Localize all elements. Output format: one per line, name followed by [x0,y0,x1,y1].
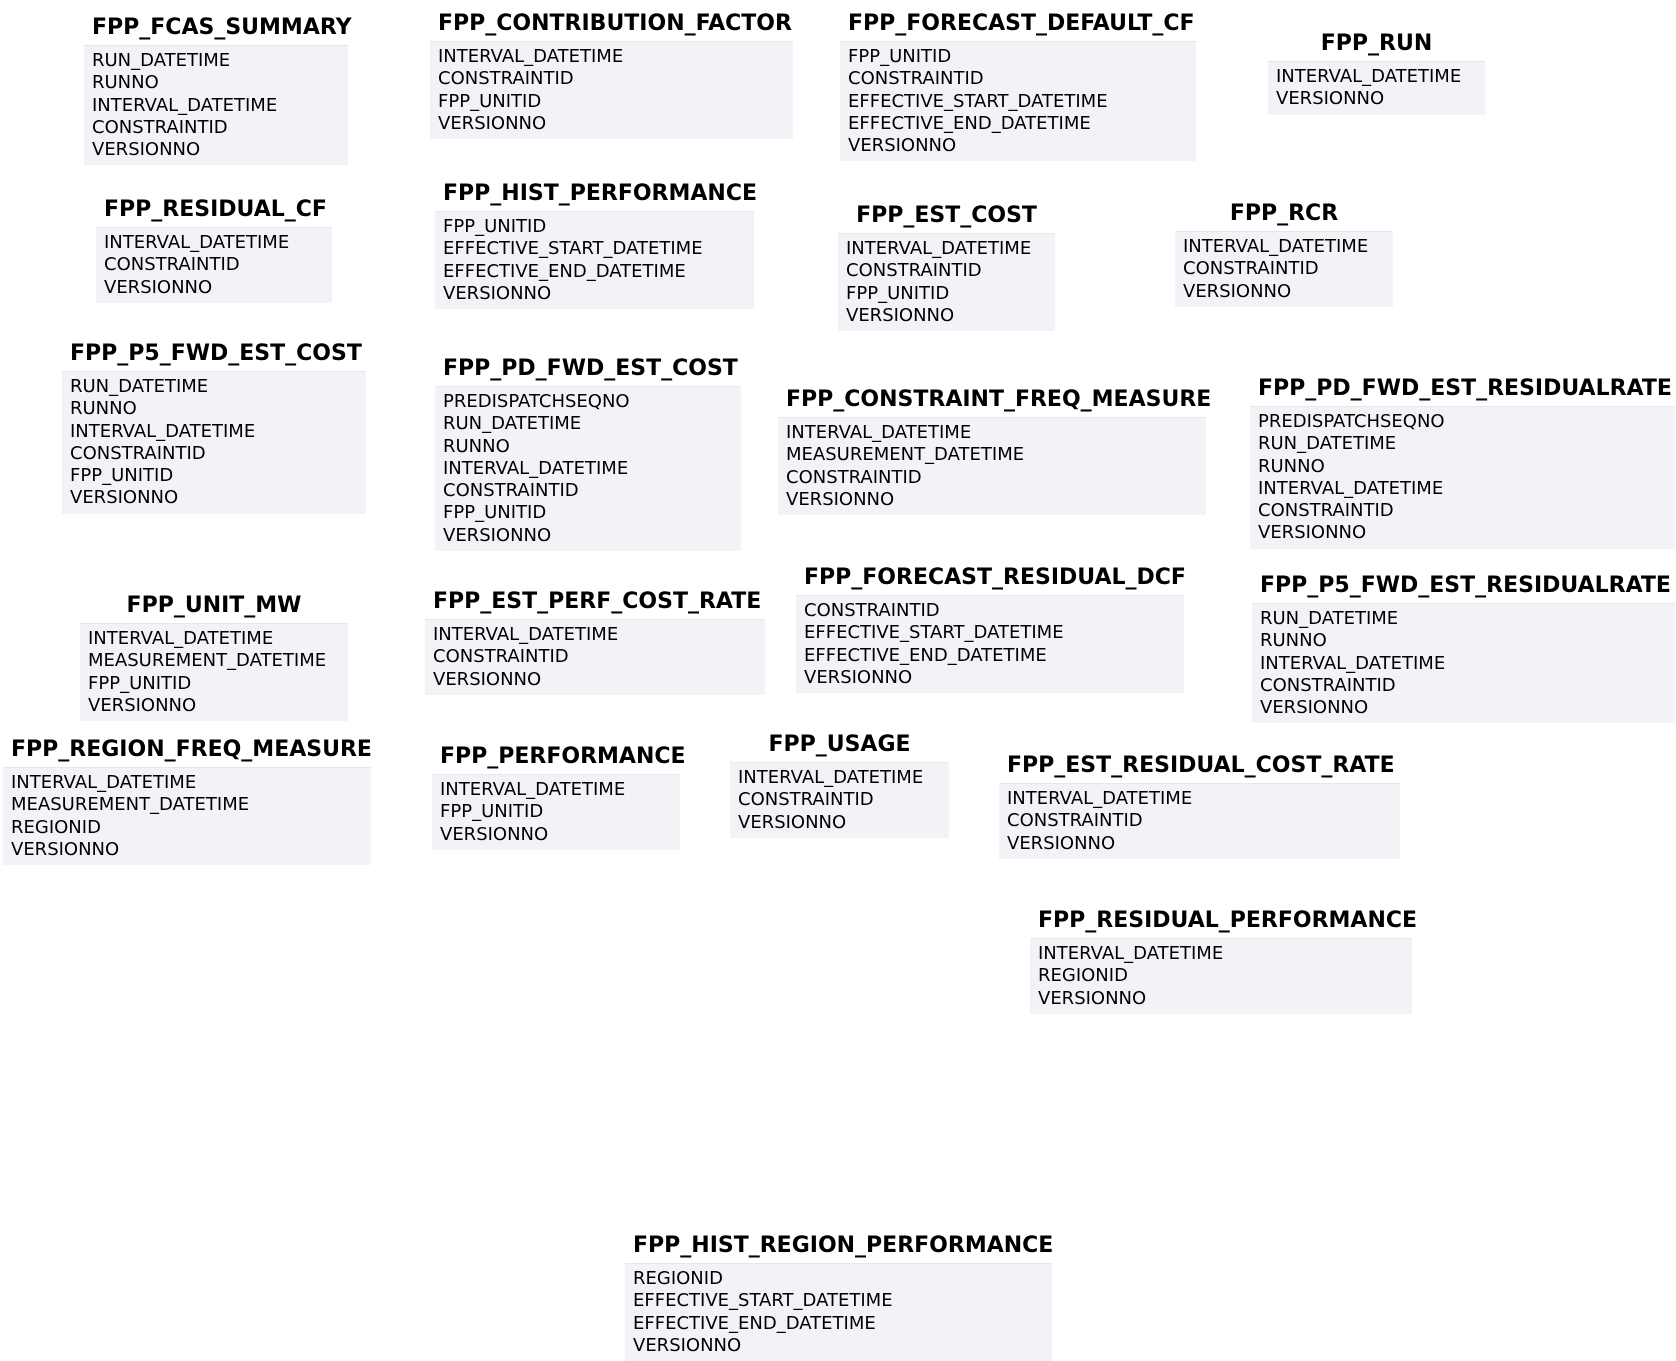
column-name: INTERVAL_DATETIME [440,779,626,800]
entity-title: FPP_RESIDUAL_PERFORMANCE [1030,902,1412,939]
column-name: RUN_DATETIME [1258,433,1397,455]
column-list [62,372,366,510]
column-list [3,768,371,861]
column-name: EFFECTIVE_END_DATETIME [443,260,686,282]
entity-fpp-run[interactable] [1268,25,1485,115]
entity-title: FPP_FORECAST_DEFAULT_CF [840,5,1196,42]
entity-title: FPP_P5_FWD_EST_COST [62,335,366,372]
column-list [435,212,754,305]
entity-fpp-p5-fwd-est-cost[interactable] [62,335,366,514]
column-list [999,784,1400,855]
column-list [84,46,348,161]
entity-title: FPP_RESIDUAL_CF [96,191,332,228]
column-name: FPP_UNITID [443,216,547,237]
entity-title: FPP_HIST_REGION_PERFORMANCE [625,1227,1052,1264]
column-name: INTERVAL_DATETIME [738,767,924,788]
column-list [1250,407,1675,545]
column-list [730,763,949,834]
entity-fpp-hist-performance[interactable] [435,175,757,309]
column-name: EFFECTIVE_START_DATETIME [443,238,703,260]
column-name: EFFECTIVE_START_DATETIME [633,1290,893,1312]
column-name: VERSIONNO [1007,832,1116,854]
column-name: FPP_UNITID [848,46,952,67]
column-name: CONSTRAINTID [848,68,984,90]
column-name: CONSTRAINTID [1258,500,1394,522]
entity-title: FPP_RUN [1268,25,1485,62]
entity-title: FPP_UNIT_MW [80,587,348,624]
entity-title: FPP_FCAS_SUMMARY [84,9,348,46]
column-name: REGIONID [11,816,101,838]
column-name: VERSIONNO [786,488,895,510]
column-name: FPP_UNITID [440,801,544,823]
entity-fpp-est-perf-cost-rate[interactable] [425,583,765,695]
entity-fpp-forecast-residual-dcf[interactable] [796,559,1184,693]
column-list [778,418,1206,511]
column-name: FPP_UNITID [88,672,192,694]
column-name: VERSIONNO [1183,280,1292,302]
column-name: CONSTRAINTID [70,442,206,464]
entity-fpp-region-freq-measure[interactable] [3,731,371,865]
column-name: EFFECTIVE_END_DATETIME [804,644,1047,666]
entity-title: FPP_EST_PERF_COST_RATE [425,583,765,620]
column-name: VERSIONNO [848,135,957,157]
column-list [432,775,680,846]
column-name: INTERVAL_DATETIME [433,624,619,645]
column-name: EFFECTIVE_START_DATETIME [804,622,1064,644]
entity-title: FPP_P5_FWD_EST_RESIDUALRATE [1252,567,1675,604]
column-name: VERSIONNO [633,1334,742,1356]
column-name: VERSIONNO [1258,522,1367,544]
column-name: RUN_DATETIME [443,413,582,435]
column-name: FPP_UNITID [438,90,542,112]
column-name: INTERVAL_DATETIME [88,628,274,649]
column-list [80,624,348,717]
column-name: INTERVAL_DATETIME [786,422,972,443]
entity-fpp-usage[interactable] [730,726,949,838]
column-name: RUNNO [443,435,510,457]
column-name: INTERVAL_DATETIME [104,232,290,253]
entity-fpp-contribution-factor[interactable] [430,5,793,139]
column-name: INTERVAL_DATETIME [11,772,197,793]
column-name: INTERVAL_DATETIME [1007,788,1193,809]
column-name: VERSIONNO [88,694,197,716]
entity-title: FPP_RCR [1175,195,1393,232]
entity-title: FPP_PD_FWD_EST_RESIDUALRATE [1250,370,1675,407]
column-name: INTERVAL_DATETIME [443,457,629,479]
column-name: RUNNO [70,398,137,420]
column-name: CONSTRAINTID [433,646,569,668]
column-name: VERSIONNO [1276,88,1385,110]
entity-fpp-hist-region-performance[interactable] [625,1227,1052,1361]
column-name: FPP_UNITID [70,465,174,487]
column-list [1268,62,1485,111]
column-name: INTERVAL_DATETIME [1258,477,1444,499]
column-name: CONSTRAINTID [846,260,982,282]
column-name: INTERVAL_DATETIME [438,46,624,67]
column-name: RUNNO [92,72,159,94]
column-name: MEASUREMENT_DATETIME [88,650,327,672]
column-name: VERSIONNO [1260,697,1369,719]
column-name: INTERVAL_DATETIME [1038,943,1224,964]
entity-title: FPP_PD_FWD_EST_COST [435,350,741,387]
column-name: VERSIONNO [1038,987,1147,1009]
column-name: RUN_DATETIME [92,50,231,71]
column-name: MEASUREMENT_DATETIME [786,444,1025,466]
column-name: PREDISPATCHSEQNO [443,391,630,412]
column-name: VERSIONNO [104,276,213,298]
column-name: VERSIONNO [11,838,120,860]
column-name: VERSIONNO [70,487,179,509]
column-name: CONSTRAINTID [786,466,922,488]
column-list [796,596,1184,689]
entity-title: FPP_FORECAST_RESIDUAL_DCF [796,559,1184,596]
column-list [1030,939,1412,1010]
entity-fpp-constraint-freq-measure[interactable] [778,381,1212,515]
entity-fpp-performance[interactable] [432,738,686,850]
column-name: CONSTRAINTID [738,789,874,811]
entity-fpp-est-residual-cost-rate[interactable] [999,747,1400,859]
column-list [840,42,1196,157]
entity-title: FPP_CONSTRAINT_FREQ_MEASURE [778,381,1206,418]
column-list [435,387,741,547]
column-name: CONSTRAINTID [104,254,240,276]
column-name: VERSIONNO [443,282,552,304]
column-name: INTERVAL_DATETIME [1276,66,1462,87]
column-name: INTERVAL_DATETIME [1183,236,1369,257]
column-name: EFFECTIVE_END_DATETIME [848,112,1091,134]
column-name: INTERVAL_DATETIME [1260,652,1446,674]
column-list [838,234,1055,327]
column-name: INTERVAL_DATETIME [92,94,278,116]
column-list [96,228,332,299]
entity-title: FPP_EST_COST [838,197,1055,234]
column-name: RUNNO [1260,630,1327,652]
column-name: CONSTRAINTID [443,480,579,502]
column-name: VERSIONNO [433,668,542,690]
entity-title: FPP_EST_RESIDUAL_COST_RATE [999,747,1400,784]
column-name: INTERVAL_DATETIME [846,238,1032,259]
entity-fpp-residual-cf[interactable] [96,191,332,303]
entity-title: FPP_PERFORMANCE [432,738,680,775]
entity-fpp-unit-mw[interactable] [80,587,348,721]
column-list [625,1264,1052,1357]
column-name: VERSIONNO [846,304,955,326]
entity-fpp-p5-fwd-est-residualrate[interactable] [1252,567,1675,723]
column-name: VERSIONNO [92,139,201,161]
column-name: FPP_UNITID [443,502,547,524]
entity-fpp-residual-performance[interactable] [1030,902,1418,1014]
column-list [430,42,793,135]
column-name: MEASUREMENT_DATETIME [11,794,250,816]
column-name: REGIONID [1038,965,1128,987]
column-name: CONSTRAINTID [438,68,574,90]
column-name: REGIONID [633,1268,723,1289]
entity-fpp-forecast-default-cf[interactable] [840,5,1196,161]
entity-title: FPP_REGION_FREQ_MEASURE [3,731,371,768]
entity-title: FPP_USAGE [730,726,949,763]
entity-title: FPP_CONTRIBUTION_FACTOR [430,5,793,42]
column-name: VERSIONNO [738,811,847,833]
entity-fpp-est-cost[interactable] [838,197,1055,331]
column-name: EFFECTIVE_START_DATETIME [848,90,1108,112]
column-list [425,620,765,691]
entity-fpp-pd-fwd-est-residualrate[interactable] [1250,370,1675,549]
entity-fpp-fcas-summary[interactable] [84,9,352,165]
column-name: CONSTRAINTID [1260,674,1396,696]
column-name: PREDISPATCHSEQNO [1258,411,1445,432]
column-name: FPP_UNITID [846,282,950,304]
column-name: INTERVAL_DATETIME [70,420,256,442]
column-name: CONSTRAINTID [804,600,940,621]
column-name: CONSTRAINTID [1007,810,1143,832]
entity-fpp-rcr[interactable] [1175,195,1393,307]
column-name: VERSIONNO [804,666,913,688]
column-name: EFFECTIVE_END_DATETIME [633,1312,876,1334]
entity-title: FPP_HIST_PERFORMANCE [435,175,754,212]
column-name: VERSIONNO [438,112,547,134]
column-name: RUNNO [1258,455,1325,477]
column-name: RUN_DATETIME [1260,608,1399,629]
column-list [1252,604,1675,719]
column-name: VERSIONNO [443,524,552,546]
entity-fpp-pd-fwd-est-cost[interactable] [435,350,741,551]
column-list [1175,232,1393,303]
column-name: CONSTRAINTID [1183,258,1319,280]
column-name: RUN_DATETIME [70,376,209,397]
column-name: CONSTRAINTID [92,116,228,138]
column-name: VERSIONNO [440,823,549,845]
